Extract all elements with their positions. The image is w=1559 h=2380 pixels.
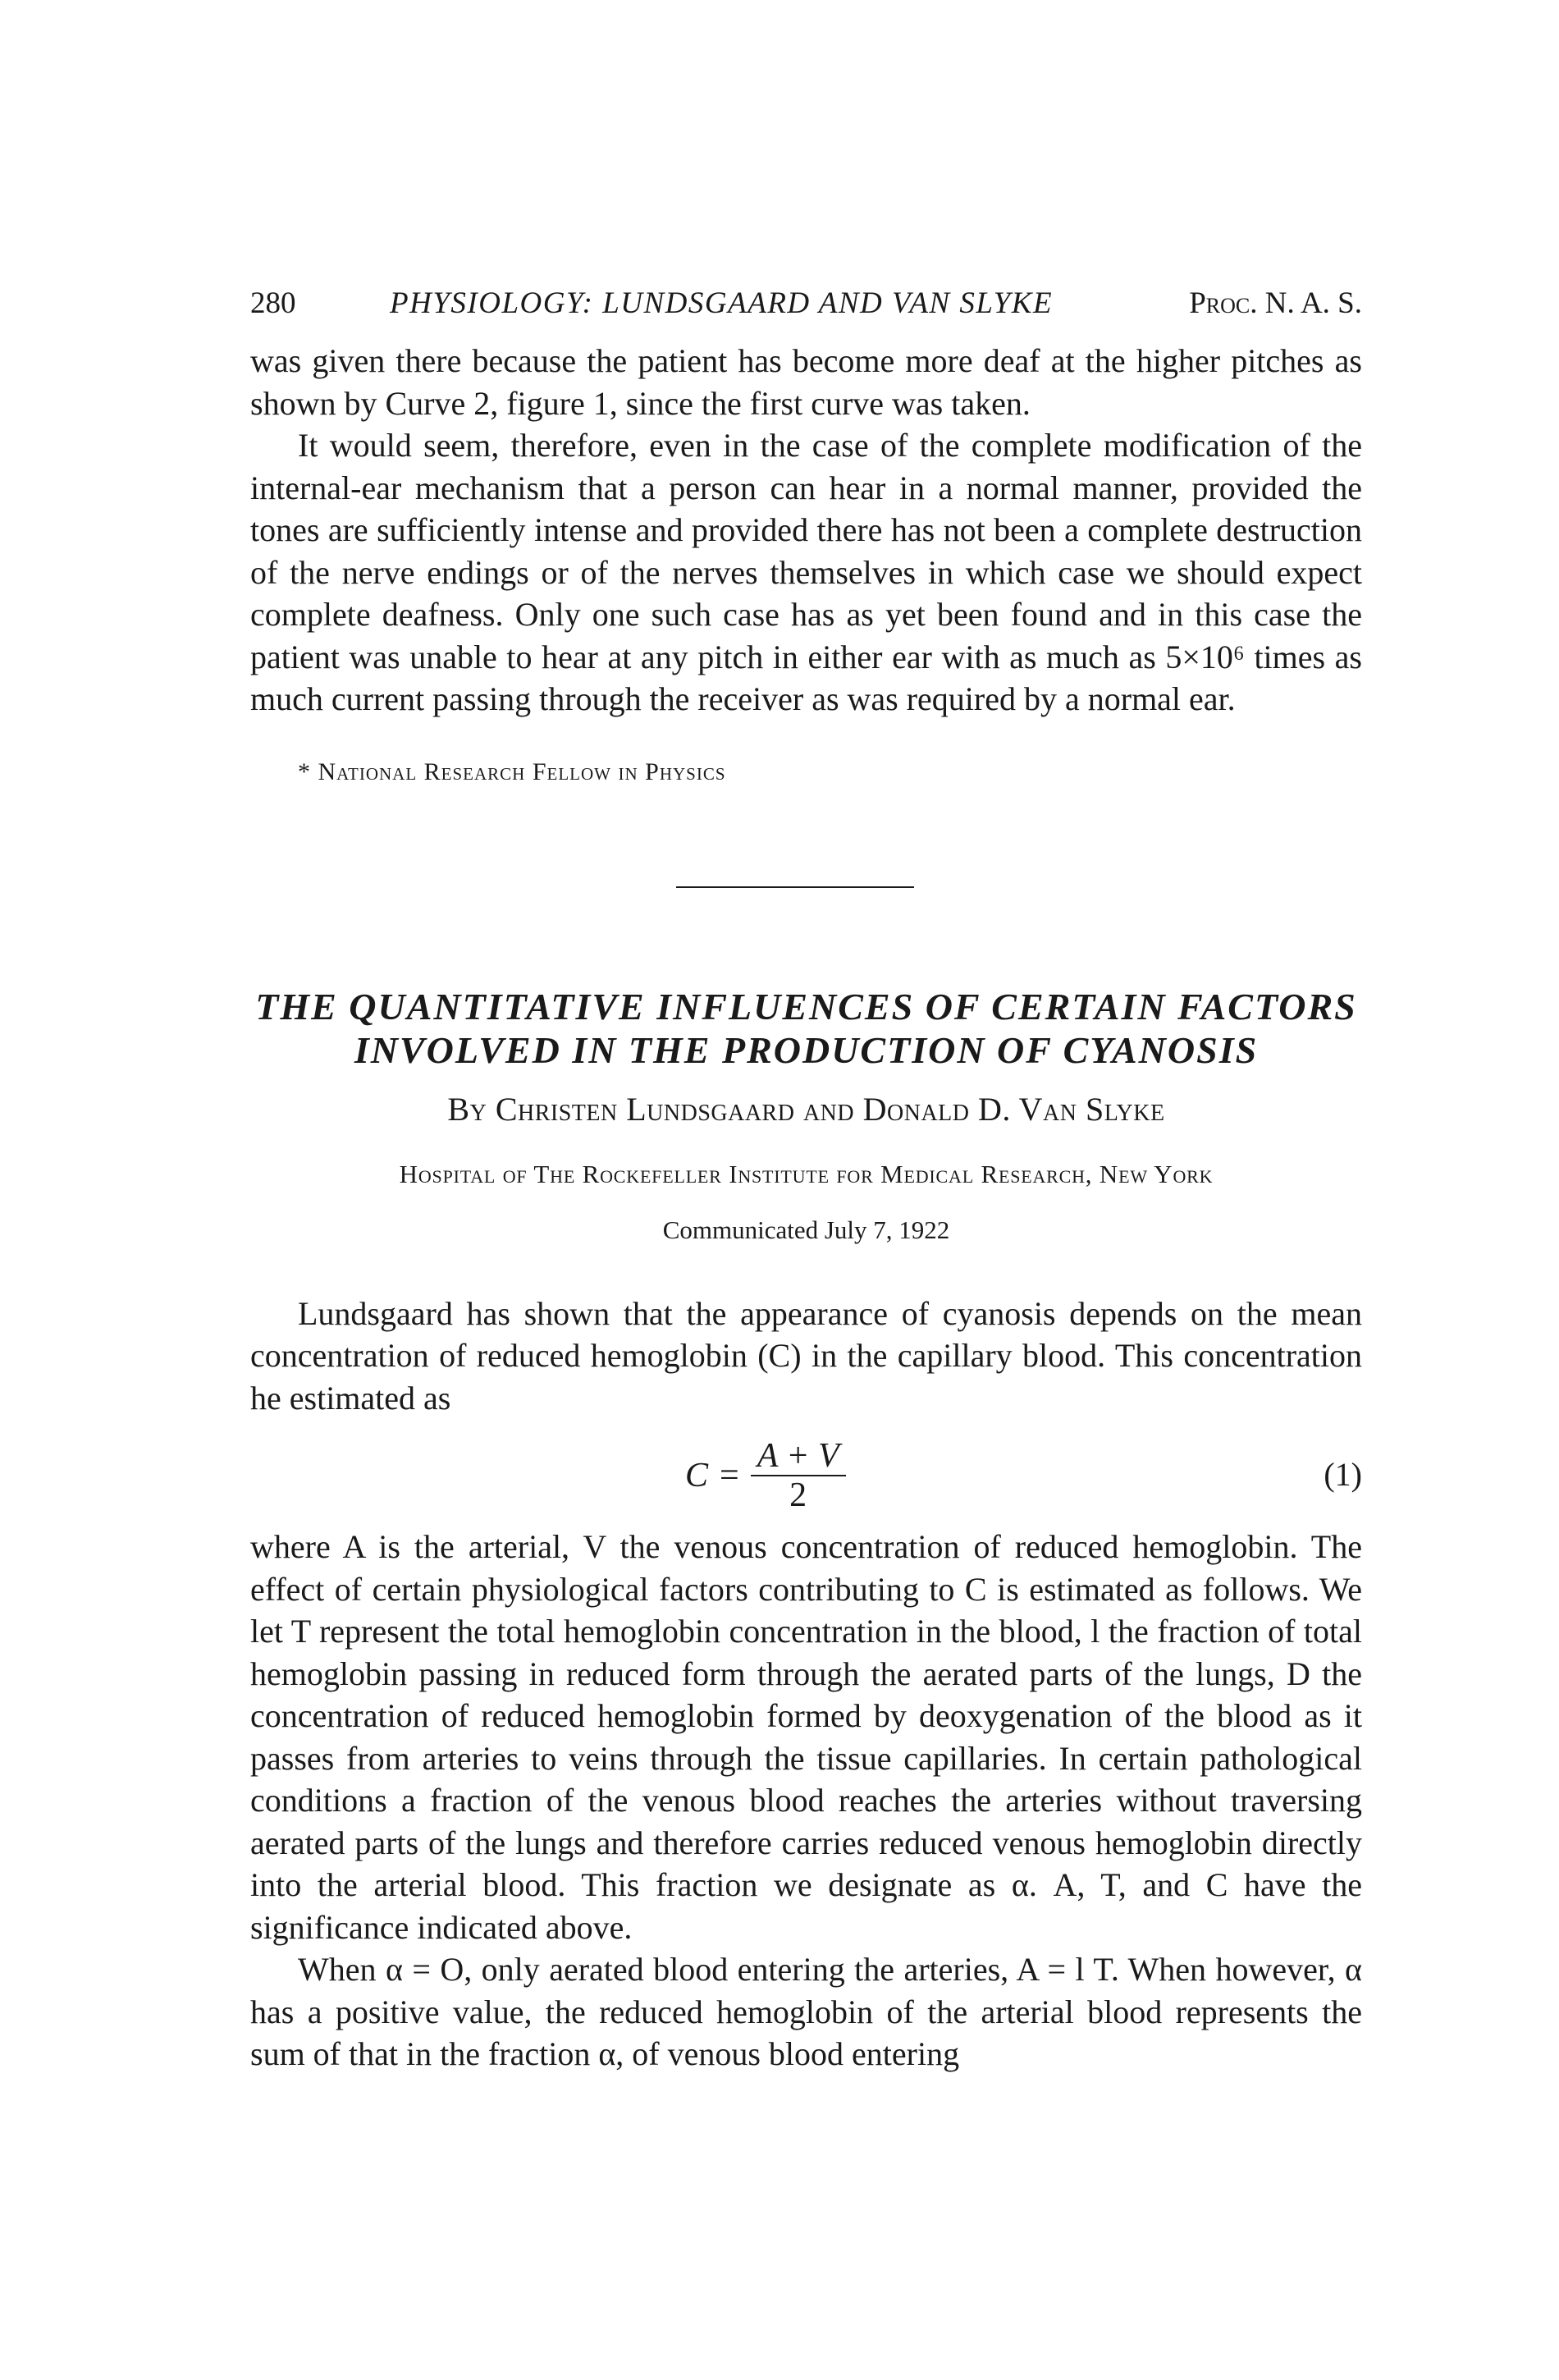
article-authors: By Christen Lundsgaard and Donald D. Van Slyke: [447, 1090, 1165, 1128]
article-paragraph-2: where A is the arterial, V the venous concentration of reduced hemoglobin. The effect of certain physiological factors contributing to C is estimated as follows. We let T represent the total hemoglobin concentration in the blood, l the fraction of total hemoglobin passing in reduced form through the aerated parts of the lungs, D the concentration of reduced hemoglobin formed by deoxygenation of the blood as it passes from arteries to veins through the tissue capillaries. In certain pathological conditions a fraction of the venous blood reaches the arteries without traversing aerated parts of the lungs and therefore carries reduced venous hemoglobin directly into the arterial blood. This fraction we designate as α. A, T, and C have the significance indicated above.: [250, 1528, 1362, 1946]
page-number: 280: [250, 286, 296, 320]
equation-lhs: C: [685, 1457, 709, 1494]
communicated-date: Communicated July 7, 1922: [662, 1215, 950, 1244]
previous-article-paragraph-2: It would seem, therefore, even in the case of the complete modification of the internal-ear mechanism that a person can hear in a normal manner, provided the tones are sufficiently intense and provided there has not been a complete destruction of the nerve endings or of the nerves themselves in which case we should expect complete deafness. Only one such case has as yet been found and in this case the patient was unable to hear at any pitch in either ear with as much as 5×10⁶ times as much current passing through the receiver as was required by a normal ear.: [250, 427, 1362, 717]
previous-article-paragraph-1: was given there because the patient has become more deaf at the higher pitches as shown by Curve 2, figure 1, since the first curve was taken.: [250, 342, 1362, 422]
equation-1: [250, 1430, 1362, 1521]
article-title-line-2: INVOLVED IN THE PRODUCTION OF CYANOSIS: [354, 1028, 1259, 1071]
equation-number: (1): [1324, 1456, 1362, 1493]
section-divider: [676, 886, 914, 888]
article-affiliation: Hospital of The Rockefeller Institute for Medical Research, New York: [399, 1159, 1214, 1188]
equation-equals: =: [720, 1457, 739, 1494]
journal-abbreviation: Proc. N. A. S.: [1189, 286, 1362, 320]
article-paragraph-1: Lundsgaard has shown that the appearance of cyanosis depends on the mean concentration of reduced hemoglobin (C) in the capillary blood. This concentration he estimated as: [250, 1294, 1362, 1417]
page: [250, 279, 1362, 2076]
footnote: * National Research Fellow in Physics: [298, 757, 726, 785]
running-head-title: PHYSIOLOGY: LUNDSGAARD AND VAN SLYKE: [390, 286, 1054, 320]
equation-expression: [685, 1430, 846, 1521]
equation-denominator: 2: [789, 1476, 807, 1514]
article-paragraph-3: When α = O, only aerated blood entering the arteries, A = l T. When however, α has a positive value, the reduced hemoglobin of the arterial blood represents the sum of that in the fraction α, of venous blood entering: [250, 1951, 1362, 2072]
equation-numerator: A + V: [757, 1437, 839, 1475]
article-title: [250, 985, 1362, 1072]
running-head: [250, 279, 1362, 328]
equation-fraction: [751, 1437, 846, 1514]
article-title-line-1: THE QUANTITATIVE INFLUENCES OF CERTAIN FACTORS: [255, 985, 1357, 1028]
